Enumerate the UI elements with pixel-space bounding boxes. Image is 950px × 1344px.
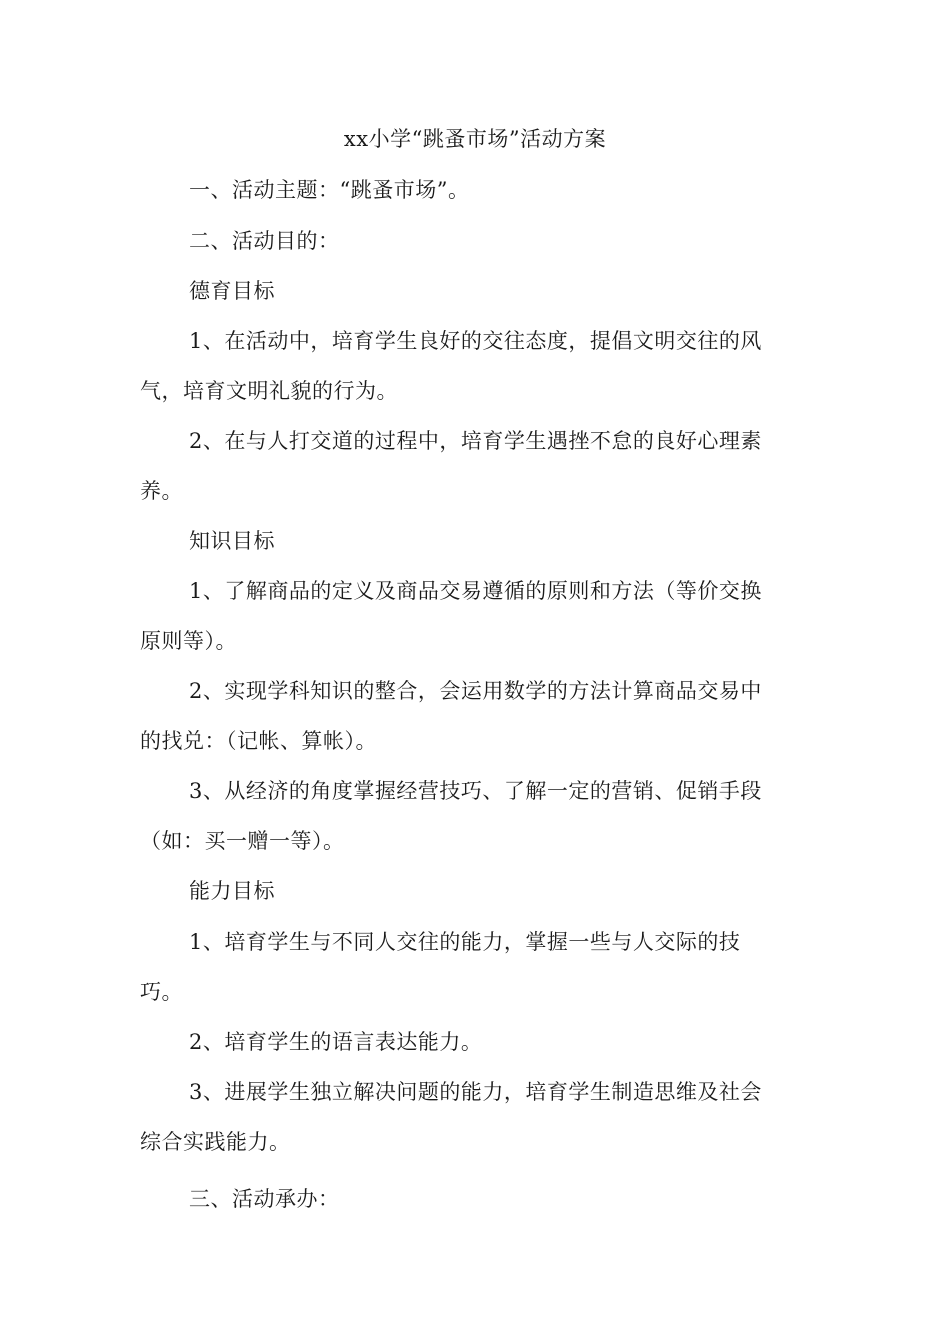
section-heading-purpose: 二、活动目的： [189,229,340,253]
paragraph-line: 1、了解商品的定义及商品交易遵循的原则和方法（等价交换 [189,579,762,603]
subheading-knowledge-goals: 知识目标 [189,529,275,553]
paragraph-line: 3、进展学生独立解决问题的能力，培育学生制造思维及社会 [189,1080,762,1104]
paragraph-line: 巧。 [140,980,183,1004]
section-heading-organizer: 三、活动承办： [189,1187,340,1211]
paragraph-line: 养。 [140,479,183,503]
subheading-ability-goals: 能力目标 [189,879,275,903]
paragraph-line: 1、培育学生与不同人交往的能力，掌握一些与人交际的技 [189,930,741,954]
section-heading-theme: 一、活动主题：“跳蚤市场”。 [189,178,470,202]
paragraph-line: 2、培育学生的语言表达能力。 [189,1030,483,1054]
paragraph-line: 2、实现学科知识的整合，会运用数学的方法计算商品交易中 [189,679,762,703]
paragraph-line: 3、从经济的角度掌握经营技巧、了解一定的营销、促销手段 [189,779,762,803]
document-title: xx小学“跳蚤市场”活动方案 [343,127,607,151]
paragraph-line: 1、在活动中，培育学生良好的交往态度，提倡文明交往的风 [189,329,762,353]
paragraph-line: 气，培育文明礼貌的行为。 [140,379,398,403]
paragraph-line: 原则等）。 [140,629,237,653]
paragraph-line: 2、在与人打交道的过程中，培育学生遇挫不怠的良好心理素 [189,429,762,453]
paragraph-line: 综合实践能力。 [140,1130,291,1154]
subheading-moral-goals: 德育目标 [189,279,275,303]
paragraph-line: （如：买一赠一等）。 [140,829,345,853]
paragraph-line: 的找兑：（记帐、算帐）。 [140,729,377,753]
